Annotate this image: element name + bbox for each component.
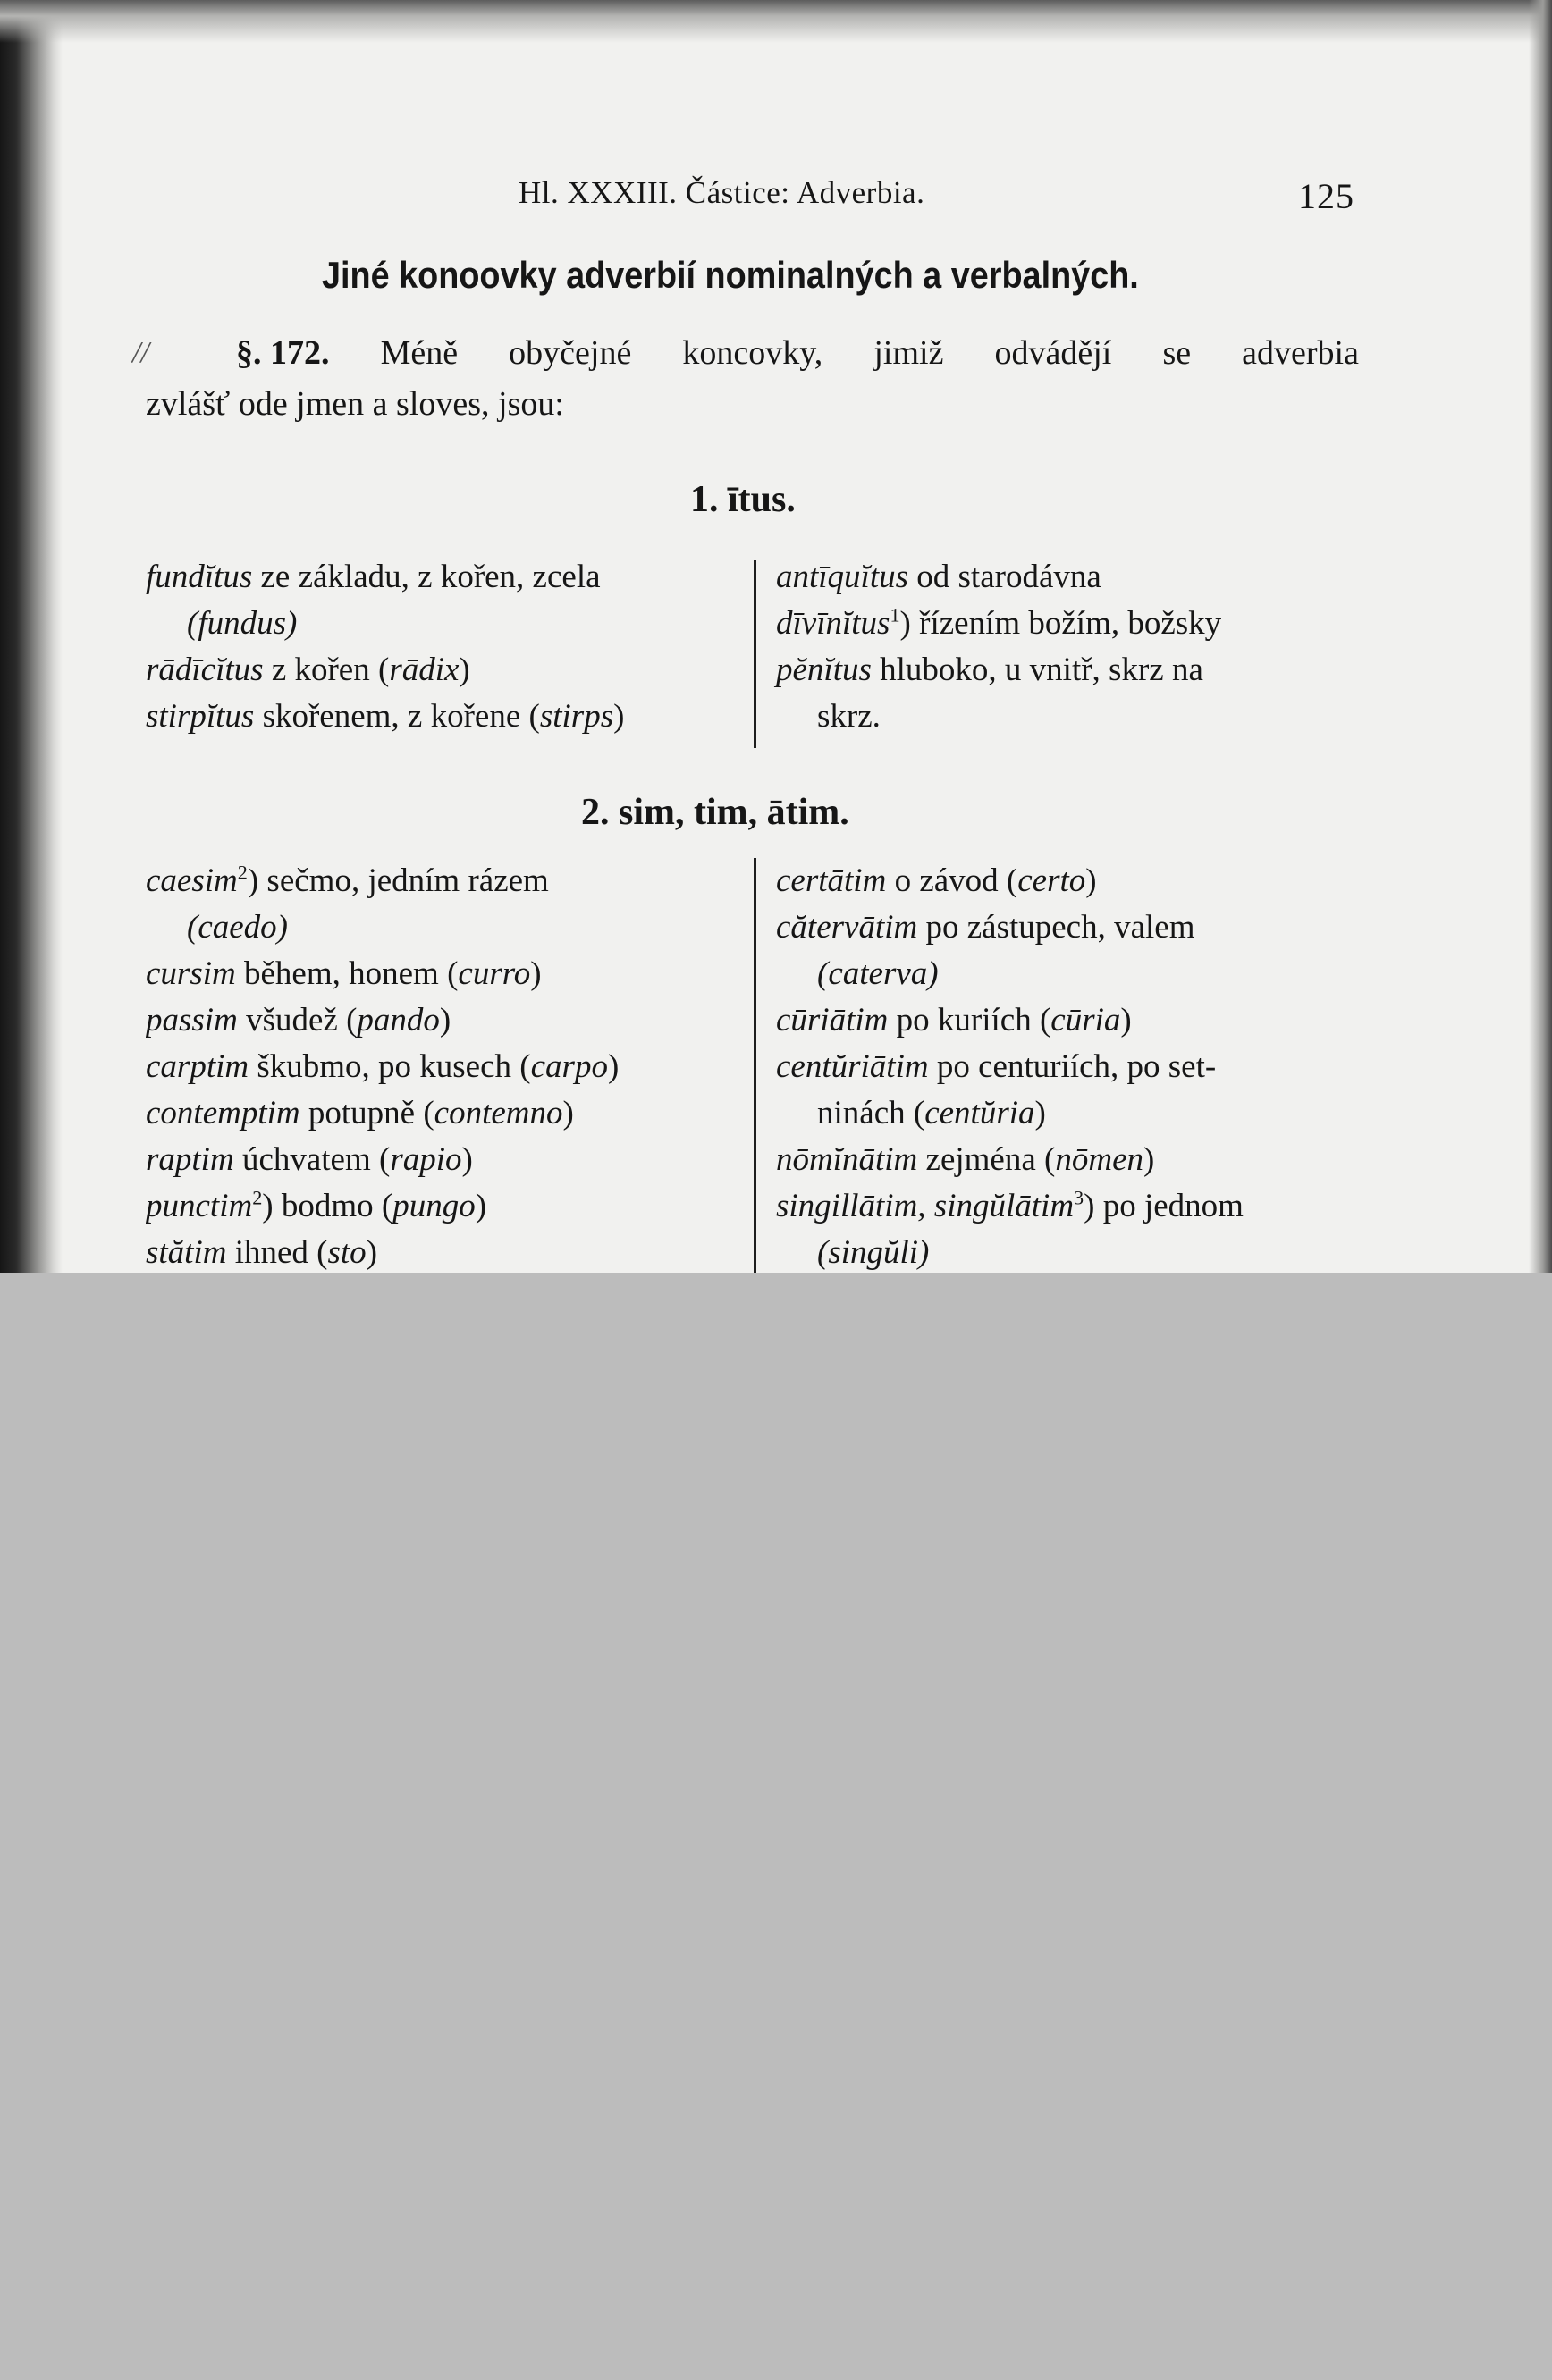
entry-line — [187, 904, 288, 951]
headword: rādīcĭtus — [146, 652, 264, 688]
headword: centŭriātim — [776, 1048, 929, 1085]
meaning: z kořen — [271, 652, 370, 688]
entry-line: carptim škubmo, po kusech (carpo) — [146, 1048, 620, 1085]
source-word: certo — [1017, 862, 1086, 899]
paragraph-word: odvádějí — [994, 334, 1112, 372]
entry-line: raptim úchvatem (rapio) — [146, 1141, 473, 1178]
sim-tim-right-column — [776, 858, 1359, 1273]
sim-tim-left-column — [146, 858, 731, 1273]
source-word: pando — [357, 1002, 440, 1039]
meaning: bodmo — [281, 1188, 374, 1224]
meaning: sečmo, jedním rázem — [266, 862, 549, 899]
blank-area — [0, 1273, 1552, 2380]
headword: stătim — [146, 1234, 227, 1271]
source-word: centŭria — [924, 1095, 1035, 1131]
entry-line: contemptim potupně (contemno) — [146, 1095, 574, 1131]
gloss: (caterva) — [817, 955, 939, 992]
paragraph-word: Méně — [380, 334, 459, 372]
paragraph-line-2: zvlášť ode jmen a sloves, jsou: — [146, 385, 564, 423]
entry-line — [776, 1044, 1216, 1090]
entry-line: singillātim, singŭlātim$^3$) po jednom — [776, 1186, 1244, 1224]
headword: antīquĭtus — [776, 559, 909, 595]
source-word: stirps — [539, 698, 614, 735]
meaning: škubmo, po kusech — [257, 1048, 512, 1085]
footnote-ref: 2 — [237, 861, 248, 884]
source-word: nōmen — [1055, 1141, 1144, 1178]
entry-line: stătim ihned (sto) — [146, 1234, 378, 1271]
headword: cătervātim — [776, 909, 918, 946]
headword: certātim — [776, 862, 887, 899]
entry-line: caesim$^2$) sečmo, jedním rázem — [146, 861, 549, 899]
meaning: o závod — [894, 862, 999, 899]
source-word: pungo — [392, 1188, 476, 1224]
column-divider — [754, 858, 756, 1273]
section-title-itus: 1. ītus. — [690, 479, 796, 520]
entry-line: nōmĭnātim zejména (nōmen) — [776, 1141, 1155, 1178]
entry-line: rādīcĭtus z kořen (rādix) — [146, 652, 470, 688]
headword: cūriātim — [776, 1002, 889, 1039]
page-number: 125 — [1298, 176, 1354, 216]
meaning: skořenem, z kořene — [262, 698, 521, 735]
paragraph-word: jimiž — [873, 334, 944, 372]
entry-line: passim všudež (pando) — [146, 1002, 451, 1039]
headword: passim — [146, 1002, 238, 1039]
entry-line: cūriātim po kuriích (cūria) — [776, 1002, 1132, 1039]
paragraph-word: se — [1162, 334, 1192, 372]
stray-mark: // — [132, 336, 149, 369]
meaning: po jednom — [1102, 1188, 1244, 1224]
gloss: (caedo) — [187, 909, 288, 946]
entry-line: ninách (centŭria) — [817, 1095, 1046, 1131]
headword: fundĭtus — [146, 559, 253, 595]
headword: nōmĭnātim — [776, 1141, 918, 1178]
headword: punctim — [146, 1188, 253, 1224]
source-word: rādix — [389, 652, 460, 688]
meaning: řízením božím, božsky — [919, 605, 1222, 642]
section-title-sim-tim: 2. sim, tim, ātim. — [581, 792, 849, 833]
gloss: (singŭli) — [817, 1234, 930, 1271]
running-head: Hl. XXXIII. Částice: Adverbia. — [519, 175, 925, 210]
headword: dīvīnĭtus — [776, 605, 890, 642]
paragraph-word: obyčejné — [509, 334, 632, 372]
meaning: ihned — [234, 1234, 308, 1271]
footnote-ref: 3 — [1074, 1186, 1084, 1209]
headword: caesim — [146, 862, 238, 899]
entry-line: stirpĭtus skořenem, z kořene (stirps) — [146, 698, 625, 735]
meaning: ze základu, z kořen, zcela — [260, 559, 601, 595]
source-word: contemno — [434, 1095, 563, 1131]
paragraph-word: adverbia — [1242, 334, 1359, 372]
headword: cursim — [146, 955, 236, 992]
headword: carptim — [146, 1048, 249, 1085]
entry-line — [146, 554, 601, 601]
entry-line — [776, 647, 1203, 694]
entry-line — [776, 904, 1195, 951]
paragraph-word: §. 172. — [236, 334, 330, 372]
meaning: od starodávna — [916, 559, 1101, 595]
headword: stirpĭtus — [146, 698, 255, 735]
spine-shadow — [0, 0, 63, 1273]
footnote-ref: 2 — [252, 1186, 263, 1209]
meaning: ninách — [817, 1095, 906, 1131]
meaning: skrz. — [817, 698, 881, 735]
top-shadow — [0, 0, 1552, 43]
source-word: curro — [458, 955, 531, 992]
entry-line — [817, 1230, 929, 1273]
meaning: po kuriích — [896, 1002, 1032, 1039]
section-heading: Jiné konoovky adverbií nominalných a verbalných. — [322, 254, 1139, 296]
meaning: zejména — [925, 1141, 1036, 1178]
footnote-ref: 1 — [890, 603, 900, 627]
source-word: rapio — [390, 1141, 462, 1178]
headword: contemptim — [146, 1095, 300, 1131]
entry-line: cursim během, honem (curro) — [146, 955, 542, 992]
entry-line: dīvīnĭtus$^1$) řízením božím, božsky — [776, 603, 1222, 642]
entry-line — [817, 694, 881, 740]
entry-line — [187, 601, 297, 647]
column-divider — [754, 560, 756, 748]
entry-line: certātim o závod (certo) — [776, 862, 1097, 899]
headword: pĕnĭtus — [776, 652, 872, 688]
headword: raptim — [146, 1141, 234, 1178]
entry-line — [776, 554, 1101, 601]
right-page-edge — [1529, 0, 1552, 1273]
meaning: během, honem — [243, 955, 439, 992]
meaning: po zástupech, valem — [925, 909, 1195, 946]
paragraph-word: koncovky, — [682, 334, 823, 372]
meaning: hluboko, u vnitř, skrz na — [880, 652, 1203, 688]
gloss: (fundus) — [187, 605, 298, 642]
source-word: sto — [327, 1234, 367, 1271]
headword: singillātim, singŭlātim — [776, 1188, 1075, 1224]
meaning: všudež — [246, 1002, 338, 1039]
source-word: cūria — [1050, 1002, 1121, 1039]
meaning: úchvatem — [241, 1141, 371, 1178]
entry-line — [817, 951, 939, 997]
meaning: po centuriích, po set- — [936, 1048, 1217, 1085]
source-word: carpo — [530, 1048, 608, 1085]
meaning: potupně — [308, 1095, 416, 1131]
paragraph-line-1 — [236, 333, 1359, 373]
entry-line: punctim$^2$) bodmo (pungo) — [146, 1186, 487, 1224]
